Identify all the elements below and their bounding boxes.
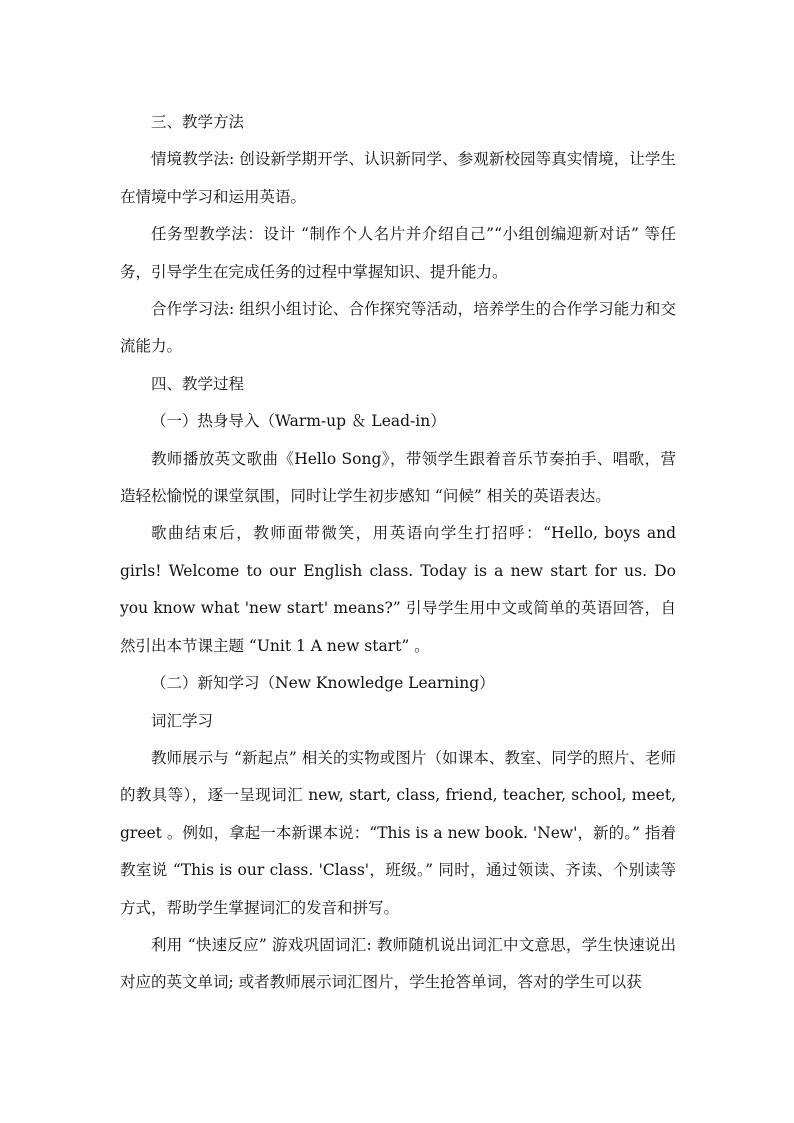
paragraph-quick-response-game: 利用 “快速反应” 游戏巩固词汇: 教师随机说出词汇中文意思，学生快速说出对应的英文单词; 或者教师展示词汇图片，学生抢答单词，答对的学生可以获 <box>120 935 676 992</box>
subsection-heading-vocabulary: 词汇学习 <box>151 711 214 730</box>
subsection-heading-new-knowledge: （二）新知学习（New Knowledge Learning） <box>151 674 495 693</box>
paragraph-hello-song: 教师播放英文歌曲《Hello Song》，带领学生跟着音乐节奏拍手、唱歌，营造轻松愉悦的课堂氛围，同时让学生初步感知 “问候” 相关的英语表达。 <box>120 449 676 506</box>
paragraph-cooperative-method: 合作学习法: 组织小组讨论、合作探究等活动，培养学生的合作学习能力和交流能力。 <box>120 300 676 356</box>
paragraph-greeting: 歌曲结束后，教师面带微笑，用英语向学生打招呼：“Hello, boys and girls! Welcome to our English class. Today is a new start for us. Do you know what 'new start' means?” 引导学生用中文或简单的英语回答，自然引出本节课主题 “Unit 1 A new start” 。 <box>120 524 676 655</box>
paragraph-situational-method: 情境教学法: 创设新学期开学、认识新同学、参观新校园等真实情境，让学生在情境中学习和运用英语。 <box>120 150 676 206</box>
section-heading-teaching-process: 四、教学过程 <box>151 374 245 393</box>
paragraph-vocabulary-presentation: 教师展示与 “新起点” 相关的实物或图片（如课本、教室、同学的照片、老师的教具等），逐一呈现词汇 new, start, class, friend, teacher, school, meet, greet 。例如，拿起一本新课本说：“This is a new book. 'New'，新的。” 指着教室说 “This is our class. 'Class'，班级。” 同时，通过领读、齐读、个别读等方式，帮助学生掌握词汇的发音和拼写。 <box>120 748 676 917</box>
subsection-heading-warmup: （一）热身导入（Warm-up ＆ Lead-in） <box>151 412 446 431</box>
section-heading-teaching-methods: 三、教学方法 <box>151 113 245 131</box>
paragraph-task-method: 任务型教学法：设计 “制作个人名片并介绍自己”“小组创编迎新对话” 等任务，引导学生在完成任务的过程中掌握知识、提升能力。 <box>120 225 676 281</box>
document-body <box>120 104 676 1002</box>
